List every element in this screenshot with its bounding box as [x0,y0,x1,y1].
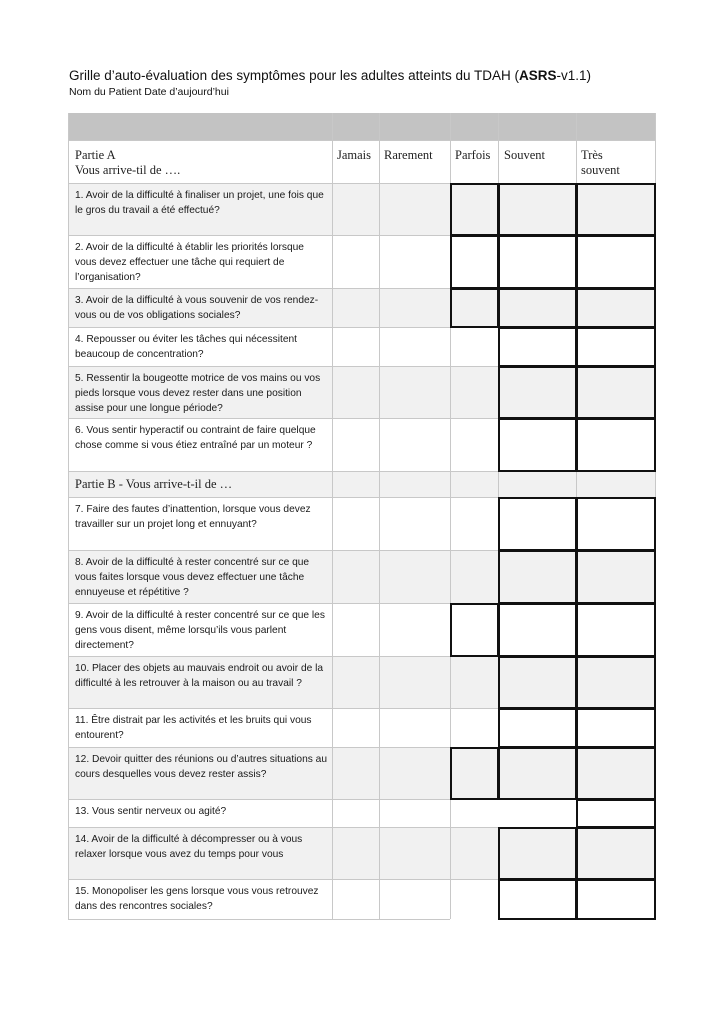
answer-box-q5-col4[interactable] [498,366,577,419]
page-title: Grille d’auto-évaluation des symptômes pour les adultes atteints du TDAH (ASRS-v1.1) [69,68,592,83]
answer-box-q3-col4[interactable] [498,288,577,328]
part-a-header [68,140,332,183]
grid-line [450,497,451,919]
answer-box-q2-col3[interactable] [450,235,499,289]
answer-box-q8-col5[interactable] [576,550,656,604]
answer-box-q1-col3[interactable] [450,183,499,236]
answer-box-q11-col4[interactable] [498,708,577,748]
answer-box-q9-col5[interactable] [576,603,656,657]
question-11: 11. Être distrait par les activités et les bruits qui vous entourent? [75,715,312,741]
grid-line [68,113,69,919]
answer-box-q3-col5[interactable] [576,288,656,328]
part-b-header [68,471,655,497]
part-a-title: Partie A [75,148,116,162]
answer-box-q12-col3[interactable] [450,747,499,800]
answer-box-q13-col5[interactable] [576,799,656,828]
column-souvent: Souvent [504,148,545,162]
answer-box-q15-col4[interactable] [498,879,577,920]
patient-info-line: Nom du Patient Date d’aujourd’hui [69,86,229,98]
grid-line [332,113,333,919]
answer-box-q11-col5[interactable] [576,708,656,748]
question-3: 3. Avoir de la difficulté à vous souvenir de vos rendez-vous ou de vos obligations sociales? [75,295,319,321]
question-4: 4. Repousser ou éviter les tâches qui nécessitent beaucoup de concentration? [75,334,297,360]
question-8: 8. Avoir de la difficulté à rester concentré sur ce que vous faites lorsque vous devez effectuer une tâche ennuyeuse et répétitive ? [75,557,310,598]
answer-box-q6-col4[interactable] [498,418,577,472]
question-13: 13. Vous sentir nerveux ou agité? [75,806,227,817]
answer-box-q4-col4[interactable] [498,327,577,367]
answer-box-q1-col4[interactable] [498,183,577,236]
question-15: 15. Monopoliser les gens lorsque vous vous retrouvez dans des rencontres sociales? [75,886,319,912]
question-14: 14. Avoir de la difficulté à décompresser ou à vous relaxer lorsque vous avez du temps pour vous [75,834,303,860]
answer-box-q2-col5[interactable] [576,235,656,289]
answer-box-q7-col5[interactable] [576,497,656,551]
question-9: 9. Avoir de la difficulté à rester concentré sur ce que les gens vous disent, même lorsqu’ils vous parlent directement? [75,610,325,651]
answer-box-q2-col4[interactable] [498,235,577,289]
answer-box-q6-col5[interactable] [576,418,656,472]
grid-line [379,113,380,919]
answer-box-q14-col5[interactable] [576,827,656,880]
answer-box-q9-col4[interactable] [498,603,577,657]
grid-line [68,140,655,141]
answer-box-q14-col4[interactable] [498,827,577,880]
asrs-grid [68,113,655,919]
answer-box-q10-col4[interactable] [498,656,577,709]
answer-box-q15-col5[interactable] [576,879,656,920]
answer-box-q3-col3[interactable] [450,288,499,328]
answer-box-q12-col5[interactable] [576,747,656,800]
answer-box-q12-col4[interactable] [498,747,577,800]
answer-box-q4-col5[interactable] [576,327,656,367]
answer-box-q10-col5[interactable] [576,656,656,709]
question-5: 5. Ressentir la bougeotte motrice de vos mains ou vos pieds lorsque vous devez rester dans une position assise pour une longue période? [75,373,321,414]
column-rarement: Rarement [384,148,433,162]
question-12: 12. Devoir quitter des réunions ou d’autres situations au cours desquelles vous devez rester assis? [75,754,328,780]
answer-box-q1-col5[interactable] [576,183,656,236]
header-gray-bar [68,113,655,140]
column-parfois: Parfois [455,148,491,162]
grid-line [68,919,450,920]
column-jamais: Jamais [337,148,372,162]
part-b-title: Partie B - Vous arrive-t-il de … [75,477,233,491]
column-tres-souvent: Très souvent [581,148,620,177]
answer-box-q8-col4[interactable] [498,550,577,604]
answer-box-q7-col4[interactable] [498,497,577,551]
question-1: 1. Avoir de la difficulté à finaliser un projet, une fois que le gros du travail a été effectué? [75,190,324,216]
answer-box-q9-col3[interactable] [450,603,499,657]
question-7: 7. Faire des fautes d’inattention, lorsque vous devez travailler sur un projet long et ennuyant? [75,504,311,530]
answer-box-q5-col5[interactable] [576,366,656,419]
question-2: 2. Avoir de la difficulté à établir les priorités lorsque vous devez effectuer une tâche qui requiert de l’organisation? [75,242,304,283]
question-6: 6. Vous sentir hyperactif ou contraint de faire quelque chose comme si vous étiez entraîné par un moteur ? [75,425,316,451]
part-a-subtitle: Vous arrive-til de …. [75,163,181,177]
question-10: 10. Placer des objets au mauvais endroit ou avoir de la difficulté à les retrouver à la maison ou au travail ? [75,663,324,689]
